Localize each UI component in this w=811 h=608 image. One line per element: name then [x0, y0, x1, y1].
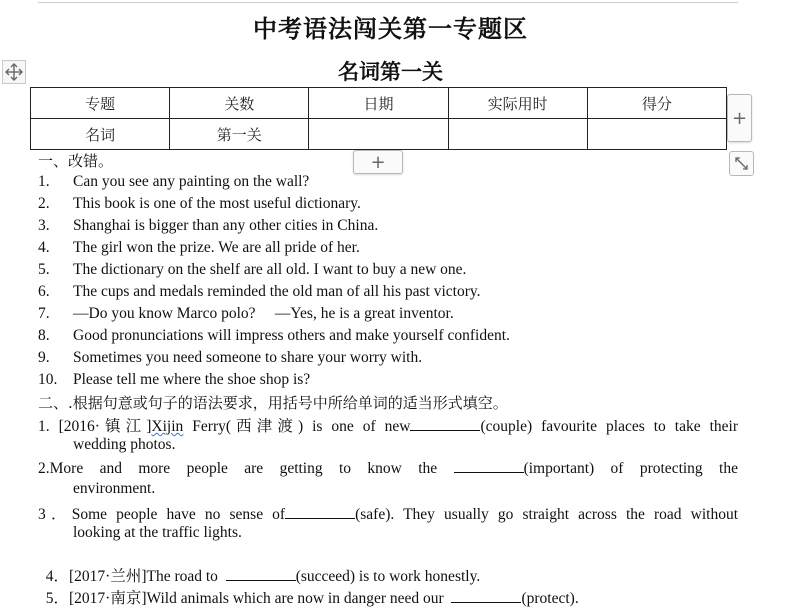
question-text: (couple) favourite places to take their	[480, 418, 738, 435]
item-number: 2.	[38, 195, 50, 212]
add-column-button[interactable]	[727, 94, 752, 142]
top-rule	[38, 2, 738, 3]
question-text: (succeed) is to work honestly.	[295, 568, 481, 585]
question-text: Ferry(西津渡) is one of new	[183, 418, 411, 435]
question-text: 3．Some people have no sense of	[38, 506, 286, 523]
item-text: Shanghai is bigger than any other cities in China.	[73, 217, 379, 234]
item-text: Good pronunciations will impress others and make yourself confident.	[73, 327, 510, 344]
item-text: The dictionary on the shelf are all old. I want to buy a new one.	[73, 261, 467, 278]
table-row	[31, 119, 727, 150]
question-text: 4．[2017·兰州]The road to	[45, 568, 226, 585]
question-text: 1. [2016·镇江]	[38, 418, 152, 435]
misspelled-word: Xijin	[151, 418, 184, 435]
table-header-cell[interactable]: 得分	[587, 88, 726, 119]
question-text: (important) of protecting the	[523, 460, 738, 477]
table-cell[interactable]: 名词	[31, 119, 170, 150]
question-continuation: wedding photos.	[73, 436, 176, 453]
answer-blank[interactable]	[285, 504, 355, 519]
item-number: 3.	[38, 217, 50, 234]
answer-blank[interactable]	[451, 588, 521, 603]
question-1	[38, 414, 738, 436]
answer-blank[interactable]	[454, 458, 524, 473]
question-text: 2.More and more people are getting to know the	[38, 460, 454, 477]
question-2	[38, 458, 738, 478]
page-title: 中考语法闯关第一专题区	[253, 14, 528, 43]
section-heading: 二、.根据句意或句子的语法要求，用括号中所给单词的适当形式填空。	[38, 394, 508, 412]
item-number: 8.	[38, 327, 50, 344]
plus-icon: +	[370, 151, 386, 173]
item-number: 1.	[38, 173, 50, 190]
item-number: 6.	[38, 283, 50, 300]
table-header-cell[interactable]: 实际用时	[448, 88, 587, 119]
table-header-row	[31, 88, 727, 119]
answer-blank[interactable]	[410, 416, 480, 431]
question-text: (safe). They usually go straight across the road without	[355, 506, 739, 523]
item-text: —Do you know Marco polo? —Yes, he is a great inventor.	[73, 305, 454, 322]
item-text: Sometimes you need someone to share your worry with.	[73, 349, 423, 366]
item-text: Please tell me where the shoe shop is?	[73, 371, 311, 388]
table-header-cell[interactable]: 专题	[31, 88, 170, 119]
info-table	[30, 87, 727, 150]
question-text: (protect).	[521, 590, 579, 607]
item-number: 7.	[38, 305, 50, 322]
table-cell[interactable]	[587, 119, 726, 150]
item-number: 10.	[38, 371, 58, 388]
item-text: The cups and medals reminded the old man of all his past victory.	[73, 283, 481, 300]
item-text: Can you see any painting on the wall?	[73, 173, 310, 190]
plus-icon: +	[731, 107, 748, 129]
question-3	[38, 502, 738, 524]
question-continuation: looking at the traffic lights.	[73, 524, 242, 541]
resize-arrows-icon	[730, 152, 753, 175]
question-text: 5．[2017·南京]Wild animals which are now in danger need our	[45, 590, 452, 607]
item-number: 5.	[38, 261, 50, 278]
table-move-handle[interactable]	[2, 60, 26, 84]
item-number: 4.	[38, 239, 50, 256]
section-heading: 一、改错。	[38, 152, 114, 170]
table-header-cell[interactable]: 日期	[309, 88, 448, 119]
table-cell[interactable]	[448, 119, 587, 150]
move-arrows-icon	[3, 61, 25, 83]
question-continuation: environment.	[73, 480, 156, 497]
item-text: The girl won the prize. We are all pride of her.	[73, 239, 360, 256]
page-subtitle: 名词第一关	[338, 59, 443, 84]
table-cell[interactable]: 第一关	[170, 119, 309, 150]
item-number: 9.	[38, 349, 50, 366]
item-text: This book is one of the most useful dictionary.	[73, 195, 361, 212]
table-header-cell[interactable]: 关数	[170, 88, 309, 119]
question-5	[38, 568, 579, 608]
add-row-button[interactable]	[353, 150, 403, 174]
table-cell[interactable]	[309, 119, 448, 150]
table-resize-handle[interactable]	[729, 151, 754, 176]
